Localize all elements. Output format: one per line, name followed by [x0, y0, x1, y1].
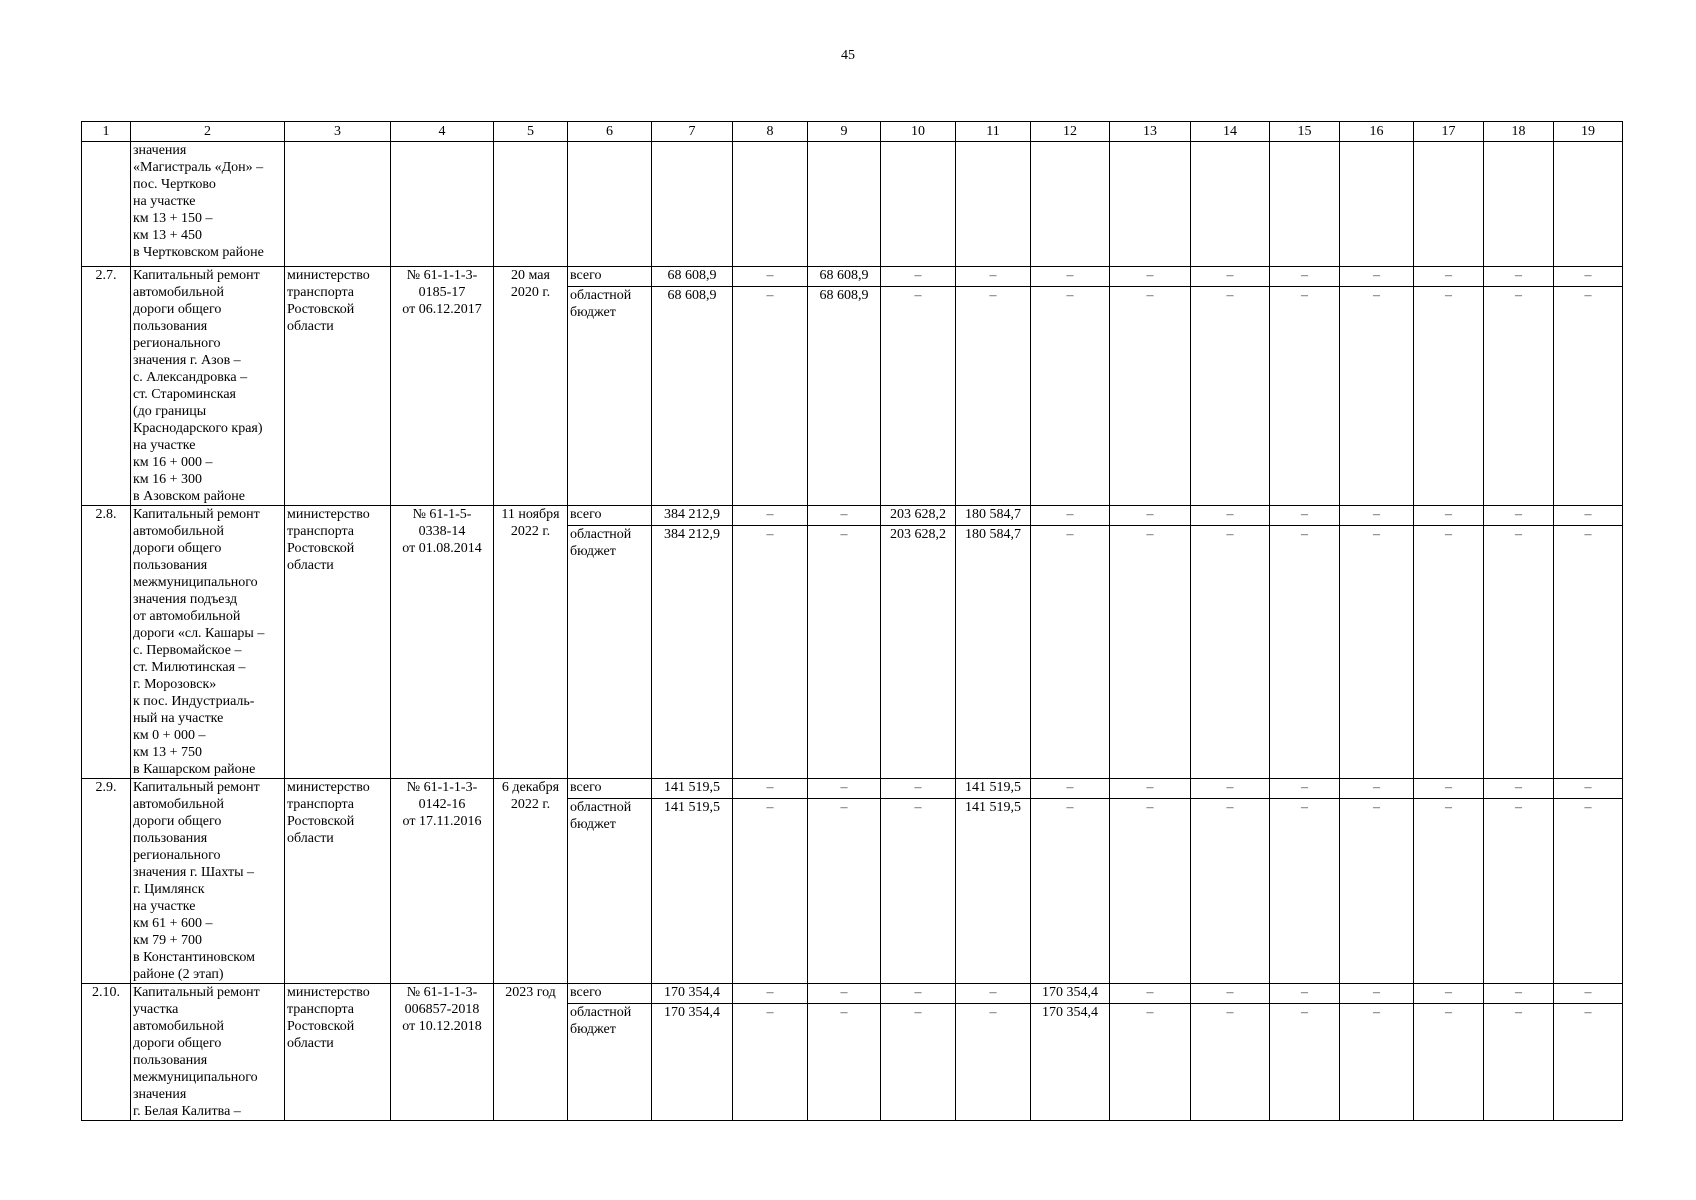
- empty-value-cell: –: [1484, 267, 1554, 287]
- amount-cell: 141 519,5: [652, 799, 733, 984]
- empty-value-cell: –: [956, 984, 1031, 1004]
- project-row-total: [82, 506, 1623, 526]
- funding-source-cell: всего: [568, 984, 652, 1004]
- empty-value-cell: –: [1270, 799, 1340, 984]
- empty-value-cell: –: [1191, 526, 1270, 779]
- amount-cell: 180 584,7: [956, 526, 1031, 779]
- empty-value-cell: –: [1414, 267, 1484, 287]
- funding-source-cell: областной бюджет: [568, 799, 652, 984]
- continuation-row: [82, 142, 1623, 267]
- object-name-cell: Капитальный ремонт автомобильной дороги общего пользования межмуниципального значения подъезд от автомобильной дороги «сл. Кашары – с. Первомайское – ст. Милютинская – г. Морозовск» к пос. Индустриаль- ный на участке км 0 + 000 – км 13 + 750 в Кашарском районе: [131, 506, 285, 779]
- header-cell: 17: [1414, 122, 1484, 142]
- empty-value-cell: –: [1554, 1004, 1623, 1121]
- empty-value-cell: –: [1270, 506, 1340, 526]
- empty-value-cell: –: [1484, 526, 1554, 779]
- empty-value-cell: –: [881, 267, 956, 287]
- expertise-cell: № 61-1-5- 0338-14 от 01.08.2014: [391, 506, 494, 779]
- empty-value-cell: –: [1031, 526, 1110, 779]
- empty-value-cell: –: [808, 779, 881, 799]
- funding-source-cell: областной бюджет: [568, 287, 652, 506]
- header-cell: 11: [956, 122, 1031, 142]
- empty-value-cell: –: [881, 779, 956, 799]
- expertise-cell: № 61-1-1-3- 0142-16 от 17.11.2016: [391, 779, 494, 984]
- empty-value-cell: –: [1270, 984, 1340, 1004]
- empty-value-cell: –: [1554, 506, 1623, 526]
- empty-value-cell: –: [733, 267, 808, 287]
- empty-value-cell: –: [1031, 287, 1110, 506]
- date-cell: 11 ноября 2022 г.: [494, 506, 568, 779]
- amount-cell: 170 354,4: [652, 1004, 733, 1121]
- empty-value-cell: –: [1110, 526, 1191, 779]
- empty-value-cell: –: [1484, 287, 1554, 506]
- empty-value-cell: –: [1414, 506, 1484, 526]
- header-cell: 6: [568, 122, 652, 142]
- empty-value-cell: –: [956, 1004, 1031, 1121]
- empty-value-cell: –: [808, 984, 881, 1004]
- row-number-cell: 2.8.: [82, 506, 131, 779]
- amount-cell: 384 212,9: [652, 506, 733, 526]
- empty-value-cell: –: [1191, 506, 1270, 526]
- empty-value-cell: –: [956, 267, 1031, 287]
- header-cell: 19: [1554, 122, 1623, 142]
- empty-value-cell: –: [1191, 267, 1270, 287]
- empty-value-cell: –: [1191, 287, 1270, 506]
- header-cell: 1: [82, 122, 131, 142]
- empty-value-cell: –: [1340, 287, 1414, 506]
- date-cell: 6 декабря 2022 г.: [494, 779, 568, 984]
- empty-value-cell: –: [1191, 1004, 1270, 1121]
- amount-cell: 141 519,5: [956, 799, 1031, 984]
- empty-value-cell: –: [1340, 1004, 1414, 1121]
- empty-value-cell: –: [1340, 267, 1414, 287]
- amount-cell: 68 608,9: [808, 287, 881, 506]
- empty-value-cell: –: [733, 799, 808, 984]
- table-body: [82, 142, 1623, 1121]
- amount-cell: 141 519,5: [652, 779, 733, 799]
- empty-value-cell: –: [1554, 287, 1623, 506]
- header-cell: 4: [391, 122, 494, 142]
- empty-value-cell: –: [1270, 287, 1340, 506]
- header-cell: 13: [1110, 122, 1191, 142]
- date-cell: 2023 год: [494, 984, 568, 1121]
- empty-value-cell: –: [1414, 526, 1484, 779]
- empty-value-cell: –: [1270, 526, 1340, 779]
- header-cell: 9: [808, 122, 881, 142]
- header-cell: 16: [1340, 122, 1414, 142]
- header-cell: 7: [652, 122, 733, 142]
- empty-value-cell: –: [1484, 779, 1554, 799]
- funding-source-cell: всего: [568, 506, 652, 526]
- header-cell: 18: [1484, 122, 1554, 142]
- page-number: 45: [841, 48, 855, 63]
- customer-cell: министерство транспорта Ростовской области: [285, 506, 391, 779]
- empty-value-cell: –: [1554, 526, 1623, 779]
- empty-value-cell: –: [1414, 287, 1484, 506]
- amount-cell: 68 608,9: [652, 267, 733, 287]
- object-name-cell: Капитальный ремонт автомобильной дороги общего пользования регионального значения г. Шахты – г. Цимлянск на участке км 61 + 600 – км 79 + 700 в Константиновском районе (2 этап): [131, 779, 285, 984]
- funding-source-cell: областной бюджет: [568, 1004, 652, 1121]
- empty-value-cell: –: [1414, 1004, 1484, 1121]
- empty-value-cell: –: [1031, 506, 1110, 526]
- funding-source-cell: всего: [568, 779, 652, 799]
- empty-value-cell: –: [1270, 1004, 1340, 1121]
- amount-cell: 203 628,2: [881, 526, 956, 779]
- empty-value-cell: –: [1554, 267, 1623, 287]
- project-row-total: [82, 779, 1623, 799]
- empty-value-cell: –: [1031, 799, 1110, 984]
- header-row: [82, 122, 1623, 142]
- empty-value-cell: –: [1270, 779, 1340, 799]
- amount-cell: 170 354,4: [1031, 984, 1110, 1004]
- empty-value-cell: –: [1031, 779, 1110, 799]
- project-row-total: [82, 984, 1623, 1004]
- empty-value-cell: –: [881, 287, 956, 506]
- empty-value-cell: –: [1554, 799, 1623, 984]
- empty-value-cell: –: [1414, 779, 1484, 799]
- empty-value-cell: –: [1110, 506, 1191, 526]
- customer-cell: министерство транспорта Ростовской области: [285, 984, 391, 1121]
- empty-value-cell: –: [1110, 799, 1191, 984]
- row-number-cell: 2.7.: [82, 267, 131, 506]
- empty-value-cell: –: [1110, 287, 1191, 506]
- empty-value-cell: –: [808, 1004, 881, 1121]
- empty-value-cell: –: [808, 526, 881, 779]
- header-cell: 3: [285, 122, 391, 142]
- empty-value-cell: –: [1110, 267, 1191, 287]
- financing-table: [81, 121, 1623, 1121]
- empty-value-cell: –: [1554, 779, 1623, 799]
- header-cell: 15: [1270, 122, 1340, 142]
- empty-value-cell: –: [1554, 984, 1623, 1004]
- empty-value-cell: –: [1340, 799, 1414, 984]
- empty-value-cell: –: [881, 799, 956, 984]
- amount-cell: 68 608,9: [652, 287, 733, 506]
- row-number-cell: 2.10.: [82, 984, 131, 1121]
- amount-cell: 170 354,4: [652, 984, 733, 1004]
- object-name-cell: Капитальный ремонт участка автомобильной дороги общего пользования межмуниципального значения г. Белая Калитва –: [131, 984, 285, 1121]
- empty-value-cell: –: [1340, 984, 1414, 1004]
- empty-value-cell: –: [1110, 984, 1191, 1004]
- header-cell: 12: [1031, 122, 1110, 142]
- empty-value-cell: –: [1414, 799, 1484, 984]
- empty-value-cell: –: [1484, 984, 1554, 1004]
- empty-value-cell: –: [1340, 506, 1414, 526]
- amount-cell: 180 584,7: [956, 506, 1031, 526]
- customer-cell: министерство транспорта Ростовской области: [285, 267, 391, 506]
- empty-value-cell: –: [733, 526, 808, 779]
- header-cell: 2: [131, 122, 285, 142]
- header-cell: 8: [733, 122, 808, 142]
- empty-value-cell: –: [1110, 779, 1191, 799]
- empty-value-cell: –: [956, 287, 1031, 506]
- header-cell: 10: [881, 122, 956, 142]
- empty-value-cell: –: [1031, 267, 1110, 287]
- empty-value-cell: –: [1191, 984, 1270, 1004]
- empty-value-cell: –: [733, 984, 808, 1004]
- row-number-cell: 2.9.: [82, 779, 131, 984]
- date-cell: 20 мая 2020 г.: [494, 267, 568, 506]
- empty-value-cell: –: [733, 287, 808, 506]
- header-cell: 14: [1191, 122, 1270, 142]
- empty-value-cell: –: [1340, 526, 1414, 779]
- amount-cell: 384 212,9: [652, 526, 733, 779]
- empty-value-cell: –: [1484, 799, 1554, 984]
- customer-cell: министерство транспорта Ростовской области: [285, 779, 391, 984]
- empty-value-cell: –: [1484, 506, 1554, 526]
- empty-value-cell: –: [1191, 779, 1270, 799]
- object-name-cell: Капитальный ремонт автомобильной дороги общего пользования регионального значения г. Азов – с. Александровка – ст. Староминская (до границы Краснодарского края) на участке км 16 + 000 – км 16 + 300 в Азовском районе: [131, 267, 285, 506]
- empty-value-cell: –: [1191, 799, 1270, 984]
- amount-cell: 170 354,4: [1031, 1004, 1110, 1121]
- empty-value-cell: –: [733, 779, 808, 799]
- empty-value-cell: –: [733, 1004, 808, 1121]
- empty-value-cell: –: [733, 506, 808, 526]
- project-row-total: [82, 267, 1623, 287]
- expertise-cell: № 61-1-1-3- 006857-2018 от 10.12.2018: [391, 984, 494, 1121]
- empty-value-cell: –: [1270, 267, 1340, 287]
- funding-source-cell: областной бюджет: [568, 526, 652, 779]
- empty-value-cell: –: [881, 984, 956, 1004]
- empty-value-cell: –: [1340, 779, 1414, 799]
- amount-cell: 68 608,9: [808, 267, 881, 287]
- amount-cell: 141 519,5: [956, 779, 1031, 799]
- object-name-cell: значения «Магистраль «Дон» – пос. Чертково на участке км 13 + 150 – км 13 + 450 в Чертковском районе: [131, 142, 285, 267]
- amount-cell: 203 628,2: [881, 506, 956, 526]
- empty-value-cell: –: [1484, 1004, 1554, 1121]
- expertise-cell: № 61-1-1-3- 0185-17 от 06.12.2017: [391, 267, 494, 506]
- empty-value-cell: –: [808, 799, 881, 984]
- empty-value-cell: –: [881, 1004, 956, 1121]
- empty-value-cell: –: [1110, 1004, 1191, 1121]
- empty-value-cell: –: [1414, 984, 1484, 1004]
- empty-value-cell: –: [808, 506, 881, 526]
- header-cell: 5: [494, 122, 568, 142]
- funding-source-cell: всего: [568, 267, 652, 287]
